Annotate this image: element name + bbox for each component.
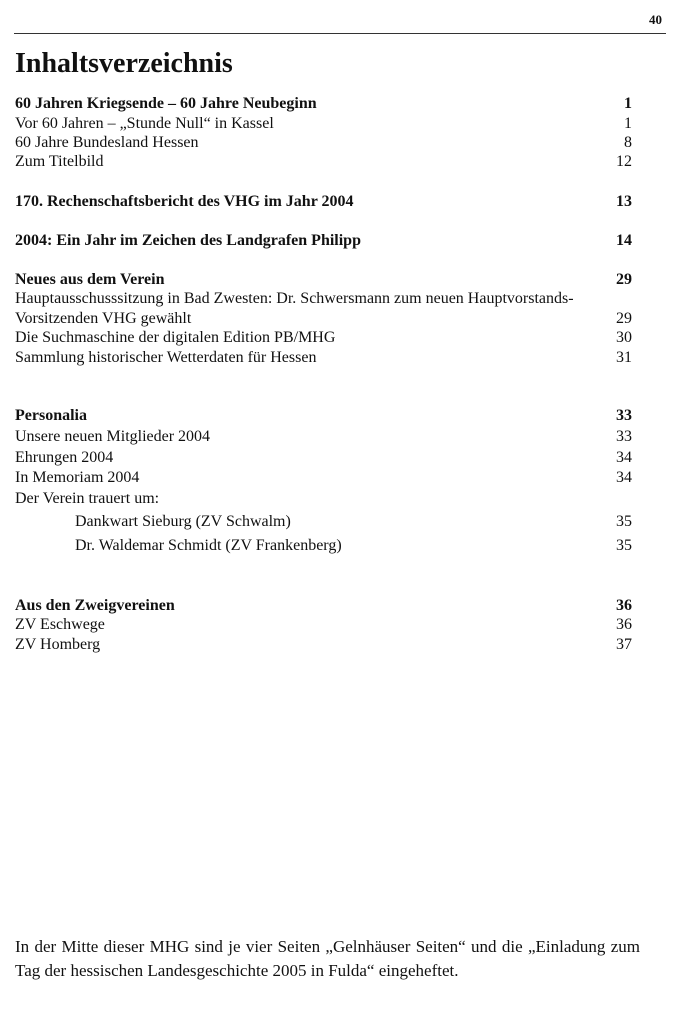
- toc-page-number: 1: [624, 95, 632, 112]
- toc-page-number: 33: [616, 407, 632, 424]
- toc-page-number: 13: [616, 193, 632, 210]
- toc-entry-label: Zum Titelbild: [15, 153, 104, 170]
- toc-page-number: 29: [616, 310, 632, 327]
- toc-entry[interactable]: [15, 468, 632, 488]
- toc-heading-kriegsende[interactable]: [15, 94, 632, 114]
- toc-page-number: 12: [616, 153, 632, 170]
- toc-heading-rechenschaftsbericht[interactable]: [15, 192, 632, 212]
- page-number: 40: [649, 12, 662, 27]
- toc-page-number: 14: [616, 232, 632, 249]
- toc-entry-label: ZV Homberg: [15, 636, 101, 653]
- toc-entry-label: Sammlung historischer Wetterdaten für Hessen: [15, 349, 317, 366]
- toc-heading-personalia[interactable]: [15, 406, 632, 426]
- toc-page-number: 30: [616, 329, 632, 346]
- header-rule: [14, 33, 666, 34]
- insert-note: In der Mitte dieser MHG sind je vier Seiten „Gelnhäuser Seiten“ und die „Einladung zum Tag der hessischen Landesgeschichte 2005 in Fulda“ eingeheftet.: [15, 937, 640, 980]
- toc-heading-landgraf-philipp[interactable]: [15, 231, 632, 251]
- toc-entry[interactable]: [15, 448, 632, 468]
- toc-page-number: 31: [616, 349, 632, 366]
- toc-entry-label: Der Verein trauert um:: [15, 490, 160, 507]
- toc-entry-label: ZV Eschwege: [15, 616, 105, 633]
- toc-entry[interactable]: [15, 427, 632, 447]
- toc-page-number: 37: [616, 636, 632, 653]
- toc-entry[interactable]: [15, 133, 632, 153]
- toc-entry-label: Vorsitzenden VHG gewählt: [15, 310, 192, 327]
- toc-entry[interactable]: [15, 328, 632, 348]
- toc-page-number: 35: [616, 513, 632, 530]
- toc-entry[interactable]: [15, 152, 632, 172]
- toc-page-number: 36: [616, 597, 632, 614]
- toc-heading-label: 170. Rechenschaftsbericht des VHG im Jahr 2004: [15, 193, 354, 210]
- toc-entry: [15, 489, 632, 509]
- toc-entry[interactable]: [15, 348, 632, 368]
- toc-page-number: 34: [616, 449, 632, 466]
- toc-heading-zweigvereine[interactable]: [15, 596, 632, 616]
- toc-heading-neues-aus-dem-verein[interactable]: [15, 270, 632, 290]
- toc-entry-label: Vor 60 Jahren – „Stunde Null“ in Kassel: [15, 115, 274, 132]
- toc-entry-label: 60 Jahre Bundesland Hessen: [15, 134, 199, 151]
- toc-entry[interactable]: [15, 114, 632, 134]
- toc-entry[interactable]: [15, 615, 632, 635]
- toc-entry-label: Die Suchmaschine der digitalen Edition PB/MHG: [15, 329, 336, 346]
- toc-entry[interactable]: [15, 635, 632, 655]
- toc-entry[interactable]: [15, 309, 632, 329]
- toc-page-number: 29: [616, 271, 632, 288]
- toc-entry-label: Unsere neuen Mitglieder 2004: [15, 428, 211, 445]
- toc-heading-label: Neues aus dem Verein: [15, 271, 165, 288]
- toc-heading-label: Personalia: [15, 407, 87, 424]
- toc-entry[interactable]: [15, 536, 632, 556]
- toc-page-number: 1: [624, 115, 632, 132]
- toc-heading-label: 2004: Ein Jahr im Zeichen des Landgrafen Philipp: [15, 232, 361, 249]
- toc-entry-line1[interactable]: Hauptausschusssitzung in Bad Zwesten: Dr. Schwersmann zum neuen Hauptvorstands-: [15, 290, 574, 307]
- toc-page-number: 35: [616, 537, 632, 554]
- toc-entry[interactable]: [15, 512, 632, 532]
- toc-entry-label: Dankwart Sieburg (ZV Schwalm): [75, 513, 291, 530]
- toc-page-number: 8: [624, 134, 632, 151]
- toc-entry-label: In Memoriam 2004: [15, 469, 140, 486]
- page-title: Inhaltsverzeichnis: [15, 48, 233, 79]
- toc-entry-label: Ehrungen 2004: [15, 449, 114, 466]
- toc-page-number: 34: [616, 469, 632, 486]
- toc-heading-label: Aus den Zweigvereinen: [15, 597, 175, 614]
- toc-page-number: 36: [616, 616, 632, 633]
- toc-page-number: 33: [616, 428, 632, 445]
- toc-heading-label: 60 Jahren Kriegsende – 60 Jahre Neubeginn: [15, 95, 317, 112]
- toc-entry-label: Dr. Waldemar Schmidt (ZV Frankenberg): [75, 537, 342, 554]
